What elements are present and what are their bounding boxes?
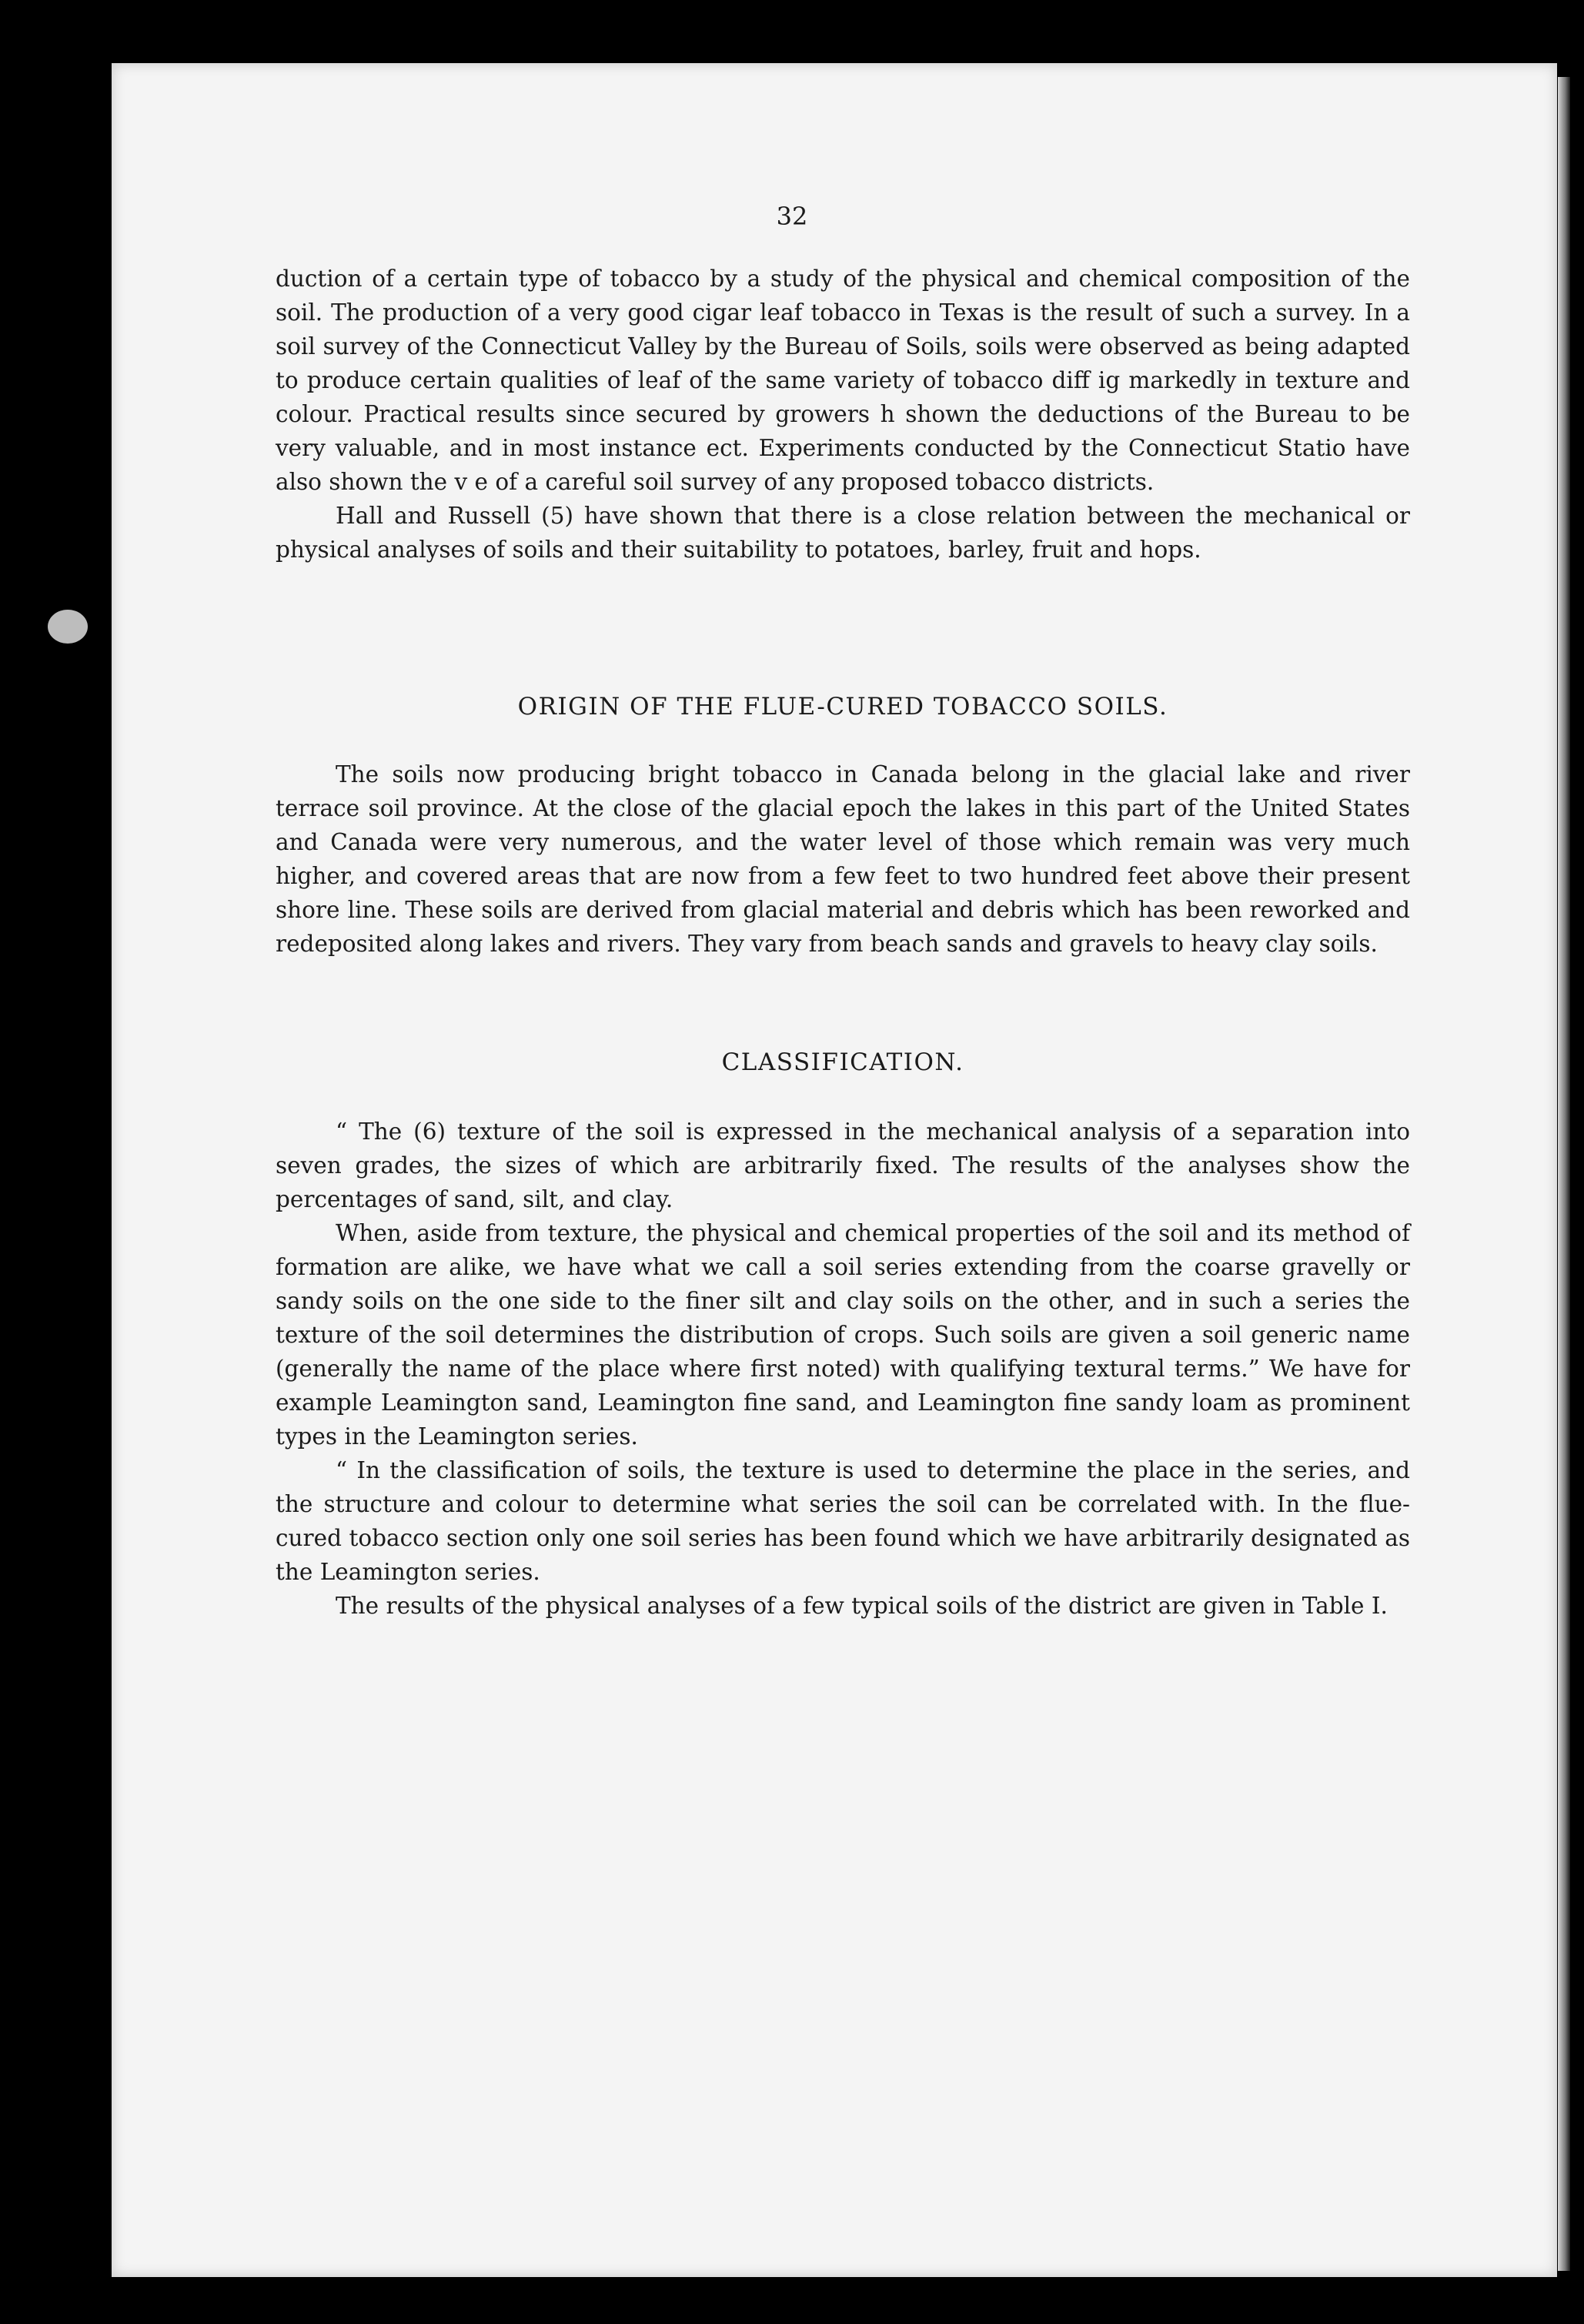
- classification-paragraph-1: “ The (6) texture of the soil is expressed in the mechanical analysis of a separation into seven grades, the sizes of which are arbitrarily fixed. The results of the analyses show the percentages of sand, silt, and clay.: [276, 1119, 1410, 1212]
- page-number: 32: [776, 202, 808, 231]
- heading-classification: CLASSIFICATION.: [721, 1048, 964, 1076]
- classification-paragraph-4: The results of the physical analyses of a few typical soils of the district are given in Table I.: [336, 1593, 1388, 1619]
- heading-origin: ORIGIN OF THE FLUE-CURED TOBACCO SOILS.: [517, 693, 1168, 721]
- classification-paragraph-2: When, aside from texture, the physical and chemical properties of the soil and its method of formation are alike, we have what we call a soil series extending from the coarse gravelly or sandy soils on the one side to the finer silt and clay soils on the other, and in such a series the texture of the soil determines the distribution of crops. Such soils are given a soil generic name (generally the name of the place where first noted) with qualifying textural terms.” We have for example Leamington sand, Leamington fine sand, and Leamington fine sandy loam as prominent types in the Leamington series.: [276, 1220, 1410, 1450]
- intro-paragraph-2: Hall and Russell (5) have shown that there is a close relation between the mechanical or physical analyses of soils and their suitability to potatoes, barley, fruit and hops.: [276, 503, 1410, 563]
- origin-paragraph: The soils now producing bright tobacco in Canada belong in the glacial lake and river terrace soil province. At the close of the glacial epoch the lakes in this part of the United States and Canada were very numerous, and the water level of those which remain was very much higher, and covered areas that are now from a few feet to two hundred feet above their present shore line. These soils are derived from glacial material and debris which has been reworked and redeposited along lakes and rivers. They vary from beach sands and gravels to heavy clay soils.: [276, 761, 1410, 957]
- intro-text: [276, 262, 1410, 567]
- origin-text: [276, 757, 1410, 961]
- intro-paragraph-1: duction of a certain type of tobacco by a study of the physical and chemical composition of the soil. The production of a very good cigar leaf tobacco in Texas is the result of such a survey. In a soil survey of the Connecticut Valley by the Bureau of Soils, soils were observed as being adapted to produce certain qualities of leaf of the same variety of tobacco diff ig markedly in texture and colour. Practical results since secured by growers h shown the deductions of the Bureau to be very valuable, and in most instance ect. Experiments conducted by the Connecticut Statio have also shown the v e of a careful soil survey of any proposed tobacco districts.: [276, 266, 1410, 495]
- page-edge: [1558, 77, 1570, 2271]
- scan-speck: [48, 610, 88, 644]
- classification-text: [276, 1115, 1410, 1623]
- classification-paragraph-3: “ In the classification of soils, the texture is used to determine the place in the series, and the structure and colour to determine what series the soil can be correlated with. In the flue-cured tobacco section only one soil series has been found which we have arbitrarily designated as the Leamington series.: [276, 1457, 1410, 1585]
